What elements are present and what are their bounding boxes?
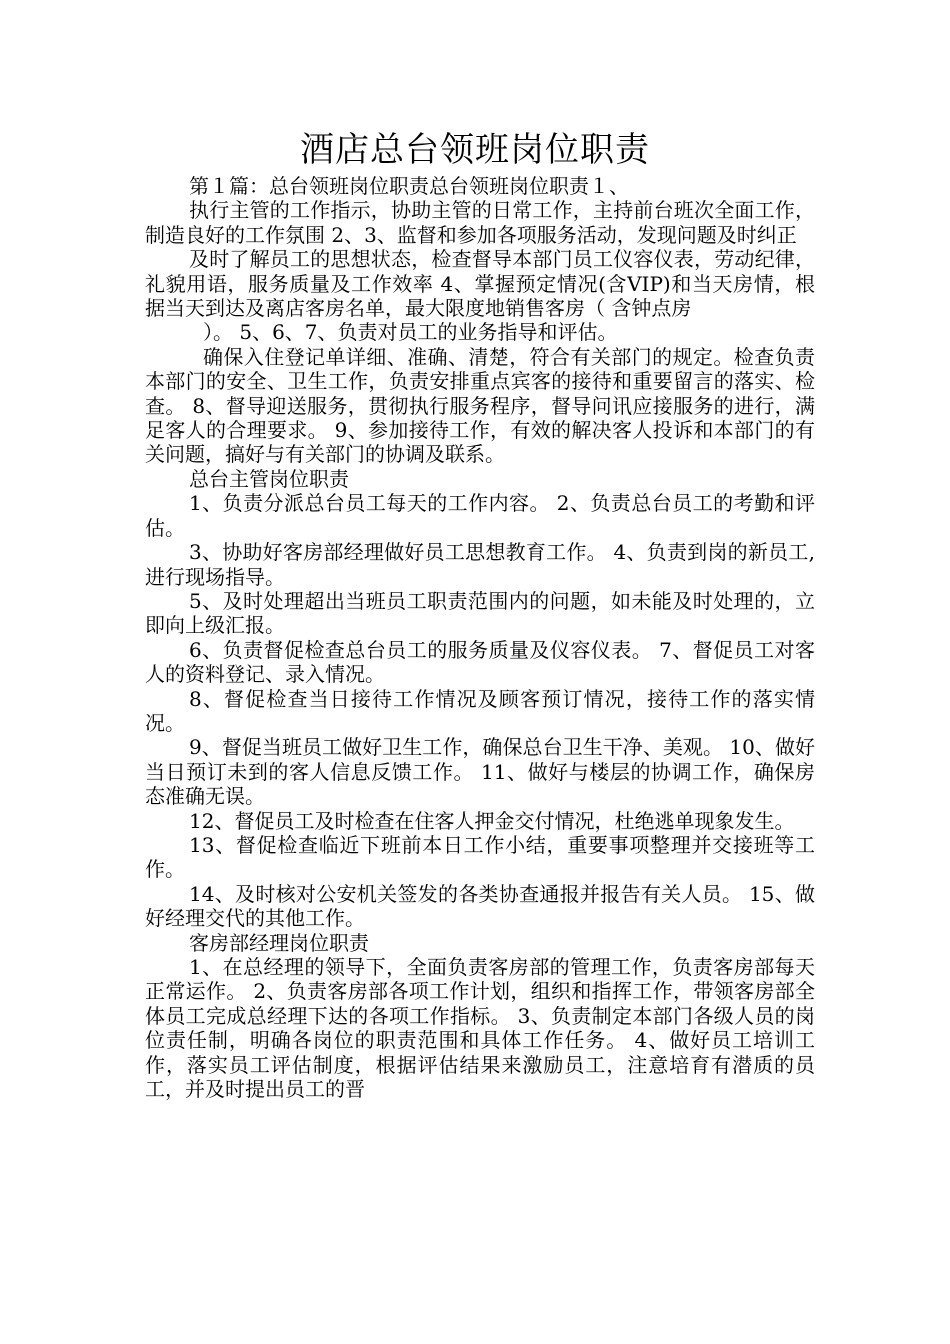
paragraph: ）。 5、6、7、负责对员工的业务指导和评估。 [203, 320, 618, 345]
document-body [145, 174, 815, 1101]
section-heading-1: 第１篇：总台领班岗位职责总台领班岗位职责１、 [189, 174, 629, 198]
document-title: 酒店总台领班岗位职责 [300, 130, 650, 170]
paragraph: 8、督促检查当日接待工作情况及顾客预订情况，接待工作的落实情况。 [145, 686, 815, 735]
paragraph: 6、负责督促检查总台员工的服务质量及仪容仪表。 7、督促员工对客人的资料登记、录入情况。 [145, 637, 815, 687]
paragraph: 9、督促当班员工做好卫生工作，确保总台卫生干净、美观。 10、做好当日预订未到的客人信息反馈工作。 11、做好与楼层的协调工作，确保房态准确无误。 [145, 735, 815, 809]
paragraph: 及时了解员工的思想状态，检查督导本部门员工仪容仪表，劳动纪律，礼貌用语，服务质量及工作效率 4、掌握预定情况(含VIP)和当天房情，根据当天到达及离店客房名单，最大限度地销售客房（ 含钟点房 [145, 247, 815, 321]
paragraph: 12、督促员工及时检查在住客人押金交付情况，杜绝逃单现象发生。 [189, 808, 795, 833]
section-heading-2: 总台主管岗位职责 [189, 466, 349, 491]
paragraph: 3、协助好客房部经理做好员工思想教育工作。 4、负责到岗的新员工,进行现场指导。 [145, 540, 815, 589]
paragraph: 13、督促检查临近下班前本日工作小结，重要事项整理并交接班等工作。 [145, 832, 815, 882]
section-heading-3: 客房部经理岗位职责 [189, 930, 369, 955]
paragraph: 5、及时处理超出当班员工职责范围内的问题，如未能及时处理的，立即向上级汇报。 [145, 588, 815, 638]
paragraph: 确保入住登记单详细、准确、清楚，符合有关部门的规定。检查负责本部门的安全、卫生工作，负责安排重点宾客的接待和重要留言的落实、检查。 8、督导迎送服务，贯彻执行服务程序，督导问讯应接服务的进行，满足客人的合理要求。 9、参加接待工作，有效的解决客人投诉和本部门的有关问题，搞好与有关部门的协调及联系。 [145, 344, 815, 467]
paragraph: 1、负责分派总台员工每天的工作内容。 2、负责总台员工的考勤和评估。 [145, 491, 815, 540]
paragraph: 执行主管的工作指示，协助主管的日常工作，主持前台班次全面工作，制造良好的工作氛围 2、3、监督和参加各项服务活动，发现问题及时纠正 [145, 198, 815, 247]
paragraph: 14、及时核对公安机关签发的各类协查通报并报告有关人员。 15、做好经理交代的其他工作。 [145, 881, 815, 931]
paragraph: 1、在总经理的领导下，全面负责客房部的管理工作，负责客房部每天正常运作。 2、负责客房部各项工作计划，组织和指挥工作，带领客房部全体员工完成总经理下达的各项工作指标。 3、负责制定本部门各级人员的岗位责任制，明确各岗位的职责范围和具体工作任务。 4、做好员工培训工作，落实员工评估制度，根据评估结果来激励员工，注意培育有潜质的员工，并及时提出员工的晋 [145, 955, 815, 1102]
